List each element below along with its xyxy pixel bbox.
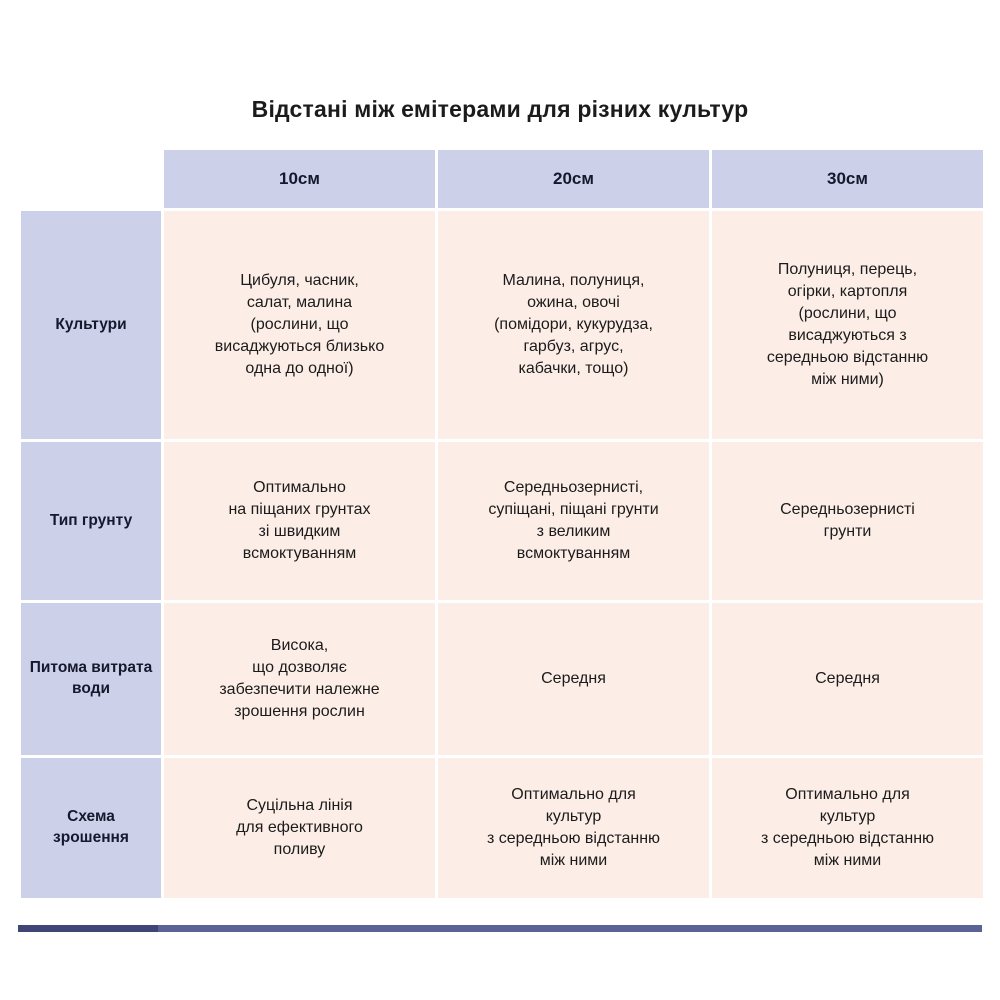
table-row xyxy=(21,603,983,755)
cell-0-2: Полуниця, перець, огірки, картопля (рослини, що висаджуються з середньою відстанню між ними) xyxy=(712,211,983,439)
footer-accent-bar-segment xyxy=(18,925,158,932)
row-header-2: Питома витрата води xyxy=(21,603,161,755)
table-row xyxy=(21,211,983,439)
table-row xyxy=(21,758,983,898)
column-header-1: 20см xyxy=(438,150,709,208)
column-header-2: 30см xyxy=(712,150,983,208)
cell-3-2: Оптимально для культур з середньою відстанню між ними xyxy=(712,758,983,898)
cell-2-2: Середня xyxy=(712,603,983,755)
cell-1-1: Середньозернисті, супіщані, піщані грунти з великим всмоктуванням xyxy=(438,442,709,600)
cell-0-1: Малина, полуниця, ожина, овочі (помідори, кукурудза, гарбуз, агрус, кабачки, тощо) xyxy=(438,211,709,439)
cell-1-0: Оптимально на піщаних грунтах зі швидким всмоктуванням xyxy=(164,442,435,600)
column-header-0: 10см xyxy=(164,150,435,208)
table-body xyxy=(21,211,983,898)
cell-2-0: Висока, що дозволяє забезпечити належне зрошення рослин xyxy=(164,603,435,755)
table-corner-cell xyxy=(21,150,161,208)
cell-3-0: Суцільна лінія для ефективного поливу xyxy=(164,758,435,898)
row-header-0: Культури xyxy=(21,211,161,439)
row-header-3: Схема зрошення xyxy=(21,758,161,898)
cell-1-2: Середньозернисті грунти xyxy=(712,442,983,600)
row-header-1: Тип грунту xyxy=(21,442,161,600)
table-header-row xyxy=(21,150,983,208)
cell-0-0: Цибуля, часник, салат, малина (рослини, що висаджуються близько одна до одної) xyxy=(164,211,435,439)
page-title: Відстані між емітерами для різних культур xyxy=(251,96,749,122)
footer-accent-bar xyxy=(18,925,982,932)
comparison-table xyxy=(18,147,986,901)
table-container xyxy=(0,147,1000,901)
table-row xyxy=(21,442,983,600)
cell-3-1: Оптимально для культур з середньою відстанню між ними xyxy=(438,758,709,898)
cell-2-1: Середня xyxy=(438,603,709,755)
